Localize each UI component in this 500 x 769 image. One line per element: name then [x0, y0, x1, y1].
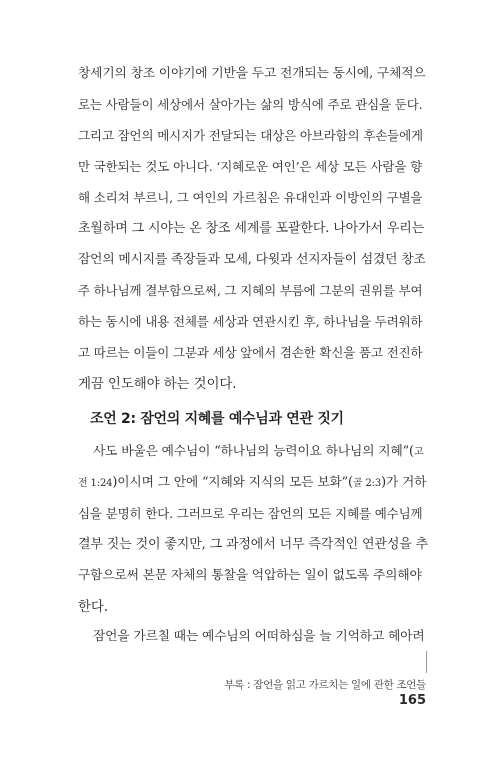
text-line: 해 소리쳐 부르니, 그 여인의 가르침은 유대인과 이방인의 구별을 — [78, 190, 423, 205]
text-line: 창세기의 창조 이야기에 기반을 두고 전개되는 동시에, 구체적으 — [78, 66, 426, 81]
text-line: 심을 분명히 한다. 그러므로 우리는 잠언의 모든 지혜를 예수님께 — [78, 506, 423, 521]
text-line: 그리고 잠언의 메시지가 전달되는 대상은 아브라함의 후손들에게 — [78, 128, 423, 143]
text-line: 잠언의 메시지를 족장들과 모세, 다윗과 선지자들이 섬겼던 창조 — [78, 252, 426, 267]
scripture-reference: 전 1:24 — [78, 478, 113, 489]
text-span: 사도 바울은 예수님이 “하나님의 능력이요 하나님의 지혜”( — [93, 444, 414, 459]
text-line: 구함으로써 본문 자체의 통찰을 억압하는 일이 없도록 주의해야 — [78, 568, 422, 583]
text-line: 하는 동시에 내용 전체를 세상과 연관시킨 후, 하나님을 두려워하 — [78, 314, 423, 329]
text-line — [93, 442, 423, 463]
text-line — [78, 473, 426, 494]
text-span: )가 거하 — [381, 475, 427, 490]
footer-divider — [426, 651, 427, 673]
text-line: 고 따르는 이들이 그분과 세상 앞에서 겸손한 확신을 품고 전진하 — [78, 345, 423, 360]
text-span: )이시며 그 안에 “지혜와 지식의 모든 보화”( — [112, 475, 353, 490]
text-line: 결부 짓는 것이 좋지만, 그 과정에서 너무 즉각적인 연관성을 추 — [78, 537, 429, 552]
text-line: 로는 사람들이 세상에서 살아가는 삶의 방식에 주로 관심을 둔다. — [78, 97, 423, 112]
scripture-reference: 골 2:3 — [352, 478, 382, 489]
scripture-reference: 고 — [413, 447, 424, 458]
text-line: 한다. — [78, 599, 108, 615]
text-line: 게끔 인도해야 하는 것이다. — [78, 376, 237, 392]
text-line: 주 하나님께 결부함으로써, 그 지혜의 부름에 그분의 권위를 부여 — [78, 283, 423, 298]
page-number: 165 — [398, 693, 426, 708]
running-title: 부록 : 잠언을 읽고 가르치는 일에 관한 조언들 — [224, 679, 426, 691]
text-line: 잠언을 가르칠 때는 예수님의 어떠하심을 늘 기억하고 헤아려 — [93, 629, 425, 644]
text-line: 만 국한되는 것도 아니다. ‘지혜로운 여인’은 세상 모든 사람을 향 — [78, 159, 423, 174]
text-line: 초월하며 그 시야는 온 창조 세계를 포괄한다. 나아가서 우리는 — [78, 221, 425, 236]
section-heading: 조언 2: 잠언의 지혜를 예수님과 연관 짓기 — [90, 411, 344, 427]
